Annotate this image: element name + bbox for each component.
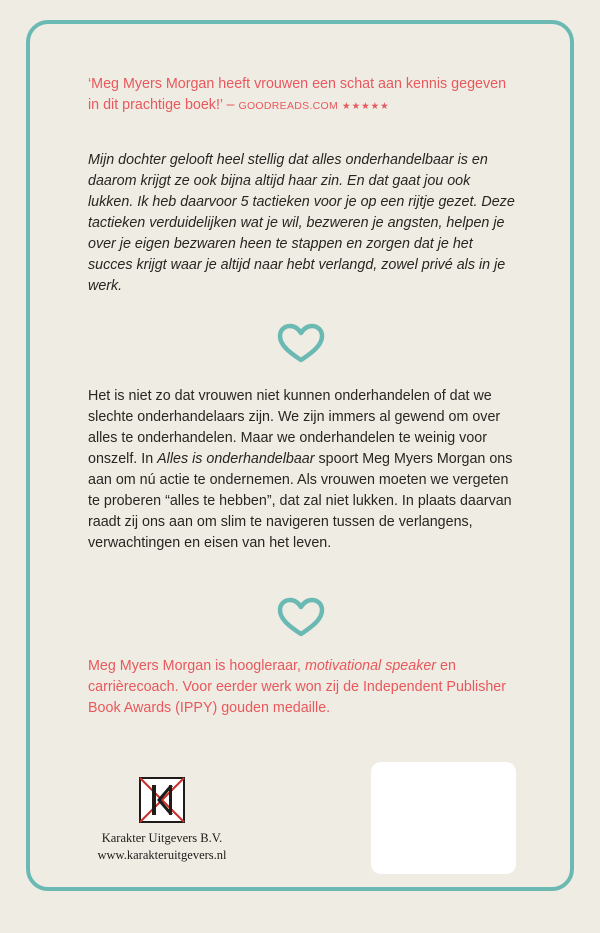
- heart-outline-icon: [276, 322, 326, 366]
- intro-paragraph: Mijn dochter gelooft heel stellig dat alles onderhandelbaar is en daarom krijgt ze ook bijna altijd haar zin. En dat gaat jou ook lukken. Ik heb daarvoor 5 tactieken voor je op een rijtje gezet. Deze tactieken verduidelijken wat je wil, bezweren je angsten, helpen je over je eigen bezwaren heen te stappen en zorgen dat je het succes krijgt waar je altijd naar hebt verlangd, zowel privé als in je werk.: [88, 152, 515, 294]
- review-quote: ‘Meg Myers Morgan heeft vrouwen een schat aan kennis gegeven in dit prachtige boek!’ – GOODREADS.COM ★★★★★: [88, 76, 507, 113]
- quote-source: GOODREADS.COM: [238, 100, 339, 112]
- heart-outline-icon: [276, 596, 326, 640]
- barcode-area: [371, 762, 516, 874]
- publisher-website: www.karakteruitgevers.nl: [97, 848, 227, 862]
- author-bio: Meg Myers Morgan is hoogleraar, motivational speaker en carrièrecoach. Voor eerder werk won zij de Independent Publisher Book Awards (IPPY) gouden medaille.: [88, 658, 507, 716]
- rating-stars: ★★★★★: [342, 101, 390, 112]
- description-paragraph: Het is niet zo dat vrouwen niet kunnen onderhandelen of dat we slechte onderhandelaars zijn. We zijn immers al gewend om over alles te onderhandelen. Maar we onderhandelen te weinig voor onszelf. In Alles is onderhandelbaar spoort Meg Myers Morgan ons aan om nú actie te ondernemen. Als vrouwen moeten we vergeten te proberen “alles te hebben”, dat zal niet lukken. In plaats daarvan raadt zij ons aan om slim te navigeren tussen de verlangens, verwachtingen en eisen van het leven.: [88, 388, 513, 551]
- karakter-logo: [138, 776, 186, 824]
- publisher-name: Karakter Uitgevers B.V.: [101, 831, 223, 845]
- publisher-info: [70, 830, 254, 864]
- quote-text: ‘Meg Myers Morgan heeft vrouwen een schat aan kennis gegeven in dit prachtige boek!’: [88, 76, 507, 113]
- book-title: Alles is onderhandelbaar: [157, 451, 315, 467]
